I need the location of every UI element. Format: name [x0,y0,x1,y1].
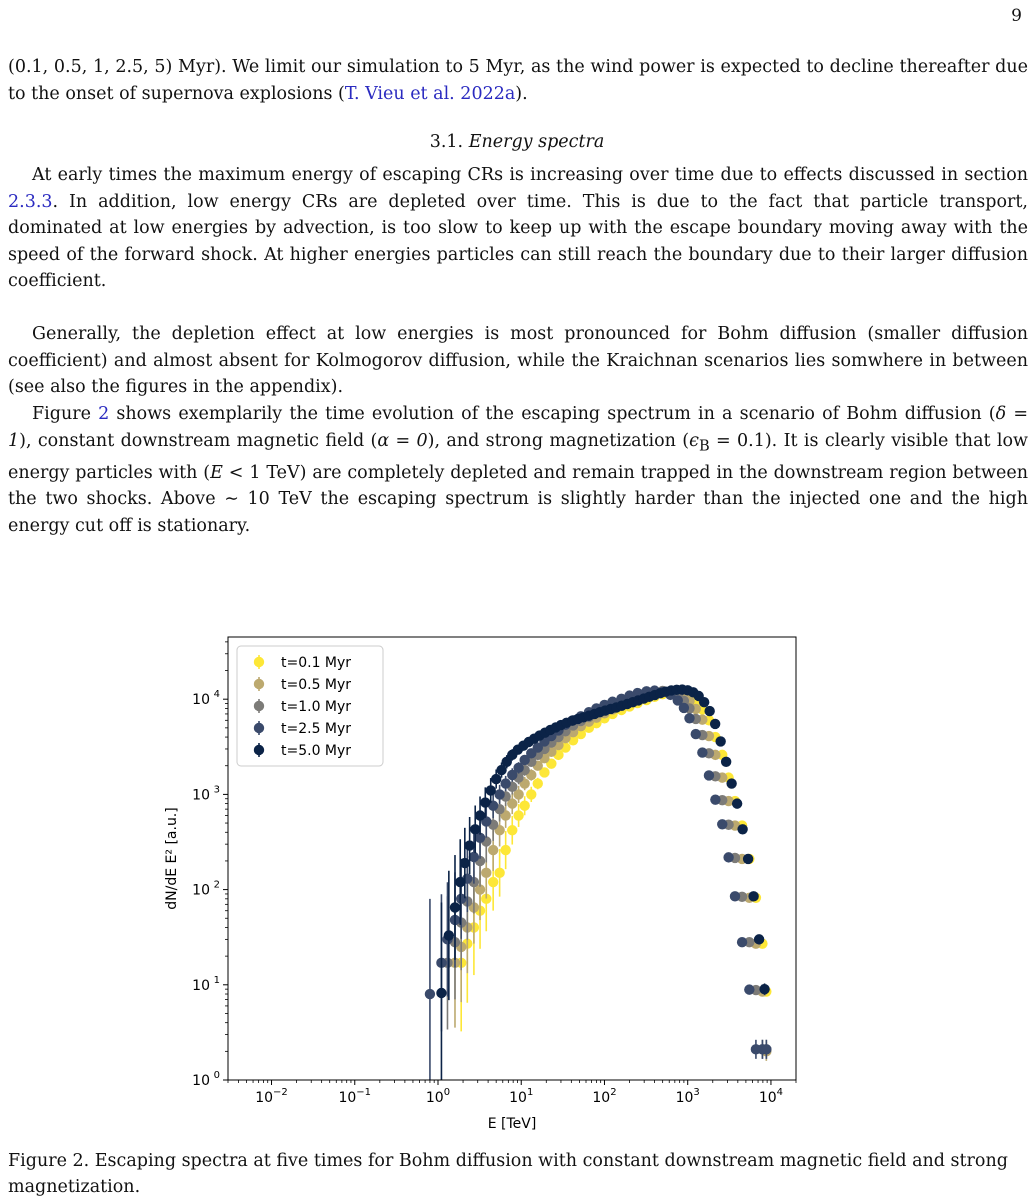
x-tick-label: $10^1$ [509,1087,534,1106]
data-point [737,824,747,834]
data-point [507,825,517,835]
data-point [519,801,529,811]
data-point [715,736,725,746]
p4-text-a: Figure [32,404,99,424]
data-point [455,877,465,887]
data-point [436,988,446,998]
p4-text-b: shows exemplarily the time evolution of the escaping spectrum in a scenario of Bohm diffusion ( [109,404,996,424]
data-point [444,930,454,940]
data-point [697,747,707,757]
data-point [743,854,753,864]
paragraph-1-text-b: ). [515,83,528,104]
data-point [723,852,733,862]
legend-label: t=2.5 Myr [281,721,352,737]
x-tick-label: $10^3$ [675,1087,700,1106]
data-point [717,819,727,829]
data-point [494,868,504,878]
paragraph-3: Generally, the depletion effect at low energies is most pronounced for Bohm diffusion (smaller diffusion coefficient) and almost absent for Kolmogorov diffusion, while the Kraichnan scenarios lies somwhere in between (see also the figures in the appendix). [8,324,1028,397]
data-point [464,840,474,850]
data-point [470,824,480,834]
y-tick-exponent: 0 [213,1070,220,1081]
data-point [425,989,435,999]
legend-label: t=0.5 Myr [281,677,352,693]
y-tick-exponent: 3 [213,784,220,796]
legend-marker [254,723,264,733]
paragraph-2-text-a: At early times the maximum energy of escaping CRs is increasing over time due to effects discussed in section [32,165,1028,185]
data-point [488,845,498,855]
page-number: 9 [1011,6,1022,26]
p4-text-f: ) are completely depleted and remain trapped in the downstream region between the two shocks. Above ∼ 10 TeV the escaping spectrum is slightly harder than the injected one and the high energy cut off is stationary. [8,462,1028,536]
legend-label: t=0.1 Myr [281,655,352,671]
data-point [730,891,740,901]
data-point [481,868,491,878]
data-point [460,858,470,868]
data-point [761,1044,771,1054]
citation-link-vieu[interactable]: T. Vieu et al. 2022a [344,83,516,104]
p4-math-delta: δ = 1 [8,404,1028,451]
data-point [710,719,720,729]
section-heading [0,132,1034,152]
section-title: Energy spectra [468,132,605,152]
data-point [710,794,720,804]
data-point [488,877,498,887]
x-tick-label: $10^4$ [758,1087,784,1106]
data-point [748,891,758,901]
section-number: 3.1. [429,132,464,152]
paragraph-1-text-a: (0.1, 0.5, 1, 2.5, 5) Myr). We limit our simulation to 5 Myr, as the wind power is expected to decline thereafter due to the onset of supernova explosions ( [8,57,1028,104]
figure-2-chart [150,620,850,1160]
figure-link-2[interactable]: 2 [98,404,110,424]
data-point [732,798,742,808]
legend [237,646,383,766]
x-tick-label: $10^{-2}$ [255,1087,288,1106]
paragraph-1 [8,54,1028,107]
data-point [691,729,701,739]
x-tick-label: $10^{-1}$ [338,1087,372,1106]
data-point [491,774,501,784]
figure-caption-partial: Figure 2. Escaping spectra at five times for Bohm diffusion with constant downstream magnetic field and strong magnetization. [8,1151,1008,1197]
data-point [679,703,689,713]
p4-math-eps-sub: B [698,437,710,454]
legend-marker [254,679,264,689]
legend-marker [254,657,264,667]
data-point [726,778,736,788]
spectrum-plot [150,620,850,1160]
data-point [744,984,754,994]
data-point [494,789,504,799]
data-point [699,697,709,707]
legend-marker [254,745,264,755]
paragraph-2-text-b: . In addition, low energy CRs are depleted over time. This is due to the fact that particle transport, dominated at low energies by advection, is too slow to keep up with the escape boundary moving away with the speed of the forward shock. At higher energies particles can still reach the boundary due to their larger diffusion coefficient. [8,191,1028,291]
x-axis-label: E [TeV] [487,1116,537,1132]
x-tick-label: $10^2$ [592,1087,617,1106]
p4-text-c: ), constant downstream magnetic field ( [19,430,378,451]
data-point [500,778,510,788]
data-point [513,810,523,820]
paragraph-2 [8,162,1028,295]
data-point [721,757,731,767]
data-point [450,902,460,912]
p4-text-d: ), and strong magnetization ( [427,430,690,451]
y-tick-label: 10 [192,692,210,709]
y-axis-label: dN/dE E² [a.u.] [164,807,180,910]
p4-math-eps-val: = 0.1 [709,430,765,451]
p4-math-eps: ϵ [689,430,699,451]
legend-label: t=5.0 Myr [281,743,352,759]
y-tick-exponent: 1 [213,974,220,986]
data-point [486,785,496,795]
paragraph-4 [8,401,1028,539]
section-link-2-3-3[interactable]: 2.3.3 [8,191,53,212]
y-tick-label: 10 [192,882,210,899]
y-tick-exponent: 4 [213,689,220,701]
p4-math-alpha: α = 0 [377,430,428,451]
p4-text-e: ). It is clearly visible that low energy particles with ( [8,430,1028,483]
y-tick-label: 10 [192,787,210,804]
p4-math-e-val: 1 TeV [249,462,300,483]
data-point [480,797,490,807]
data-point [475,810,485,820]
data-point [737,937,747,947]
y-tick-label: 10 [192,1073,210,1089]
data-point [500,845,510,855]
data-point [704,770,714,780]
legend-label: t=1.0 Myr [281,699,352,715]
y-tick-exponent: 2 [213,879,220,891]
p4-math-e: E < [210,462,250,483]
y-tick-label: 10 [192,977,210,994]
data-point [754,934,764,944]
legend-marker [254,701,264,711]
data-point [526,789,536,799]
data-point [704,706,714,716]
x-tick-label: $10^0$ [425,1087,451,1106]
data-point [533,778,543,788]
data-point [759,984,769,994]
data-point [684,713,694,723]
